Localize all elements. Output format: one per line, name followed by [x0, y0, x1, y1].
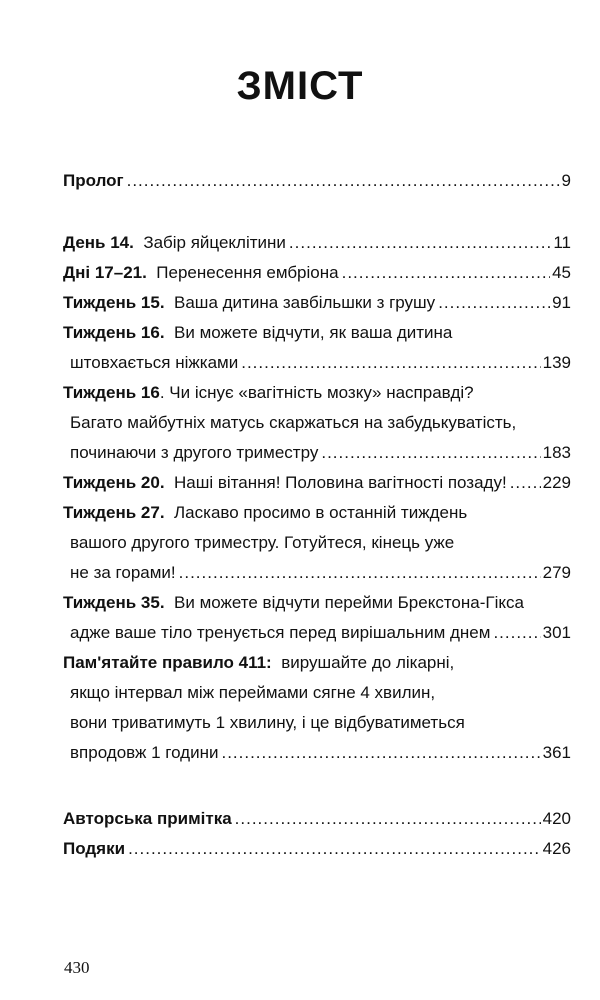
toc-entry-text: не за горами!	[70, 563, 176, 582]
toc-entry-text: вони триватимуть 1 хвилину, і це відбуватиметься	[70, 713, 465, 732]
toc-entry-text: якщо інтервал між переймами сягне 4 хвилин,	[70, 683, 436, 702]
toc-page-number: 426	[542, 839, 571, 858]
page-title: ЗМІСТ	[236, 64, 364, 108]
toc-entry-text: Ваша дитина завбільшки з грушу	[174, 293, 436, 312]
dot-leader	[321, 438, 540, 468]
toc-label: Подяки	[63, 839, 126, 858]
toc-entry-author-note	[63, 804, 571, 834]
toc-label: Авторська примітка	[63, 809, 232, 828]
toc-entry-heading: Тиждень 35.	[63, 593, 165, 612]
dot-leader	[128, 834, 541, 864]
dot-leader	[342, 258, 550, 288]
toc-entry-text: Наші вітання! Половина вагітності позаду!	[174, 473, 507, 492]
toc-entry-text: . Чи існує «вагітність мозку» насправді?	[159, 383, 474, 402]
toc-entry	[63, 588, 571, 648]
toc-entry-text: Ви можете відчути, як ваша дитина	[174, 323, 453, 342]
toc-entry-heading: День 14.	[63, 233, 134, 252]
toc-page-number: 91	[552, 293, 571, 312]
dot-leader	[493, 618, 540, 648]
toc-page-number: 11	[553, 233, 571, 252]
dot-leader	[510, 468, 541, 498]
toc-entry-heading: Дні 17–21.	[63, 263, 147, 282]
page-number: 430	[64, 958, 90, 977]
toc-page-number: 301	[542, 623, 571, 642]
toc-page-number: 45	[552, 263, 571, 282]
toc-entry-text: вирушайте до лікарні,	[281, 653, 455, 672]
toc-page-number: 9	[561, 171, 571, 190]
toc-label: Пролог	[63, 171, 124, 190]
table-of-contents	[63, 166, 571, 864]
toc-entry-acknowledgements	[63, 834, 571, 864]
toc-entry-heading: Тиждень 16	[63, 383, 160, 402]
toc-entry-text: Ви можете відчути перейми Брекстона-Гікса	[174, 593, 524, 612]
toc-page-number: 139	[542, 353, 571, 372]
dot-leader	[179, 558, 541, 588]
toc-entry-text: штовхається ніжками	[70, 353, 239, 372]
dot-leader	[221, 738, 540, 768]
toc-entry-prologue	[63, 166, 571, 196]
toc-entry	[63, 648, 571, 768]
toc-page-number: 183	[542, 443, 571, 462]
dot-leader	[235, 804, 541, 834]
toc-entry	[63, 498, 571, 588]
toc-entry-heading: Тиждень 20.	[63, 473, 165, 492]
dot-leader	[438, 288, 550, 318]
dot-leader	[289, 228, 551, 258]
toc-entry-heading: Тиждень 27.	[63, 503, 165, 522]
toc-entry-text: Багато майбутніх матусь скаржаться на забудькуватість,	[70, 413, 517, 432]
toc-page-number: 420	[542, 809, 571, 828]
toc-entry-text: Ласкаво просимо в останній тиждень	[174, 503, 468, 522]
dot-leader	[127, 166, 560, 196]
toc-entry-heading: Тиждень 15.	[63, 293, 165, 312]
toc-entry-heading: Тиждень 16.	[63, 323, 165, 342]
toc-page-number: 279	[542, 563, 571, 582]
toc-entry-heading: Пам'ятайте правило 411:	[63, 653, 272, 672]
toc-entry-text: адже ваше тіло тренується перед вирішальним днем	[70, 623, 491, 642]
toc-entry-text: Забір яйцеклітини	[143, 233, 286, 252]
toc-entry-text: починаючи з другого триместру	[70, 443, 319, 462]
toc-page-number: 361	[542, 743, 571, 762]
toc-entry-text: вашого другого триместру. Готуйтеся, кінець уже	[70, 533, 455, 552]
toc-entry	[63, 258, 571, 288]
toc-entry	[63, 468, 571, 498]
toc-entry-text: Перенесення ембріона	[156, 263, 339, 282]
toc-entry	[63, 378, 571, 468]
toc-entry	[63, 288, 571, 318]
dot-leader	[241, 348, 540, 378]
toc-entry	[63, 228, 571, 258]
toc-page-number: 229	[542, 473, 571, 492]
toc-entry	[63, 318, 571, 378]
toc-entry-text: впродовж 1 години	[70, 743, 219, 762]
